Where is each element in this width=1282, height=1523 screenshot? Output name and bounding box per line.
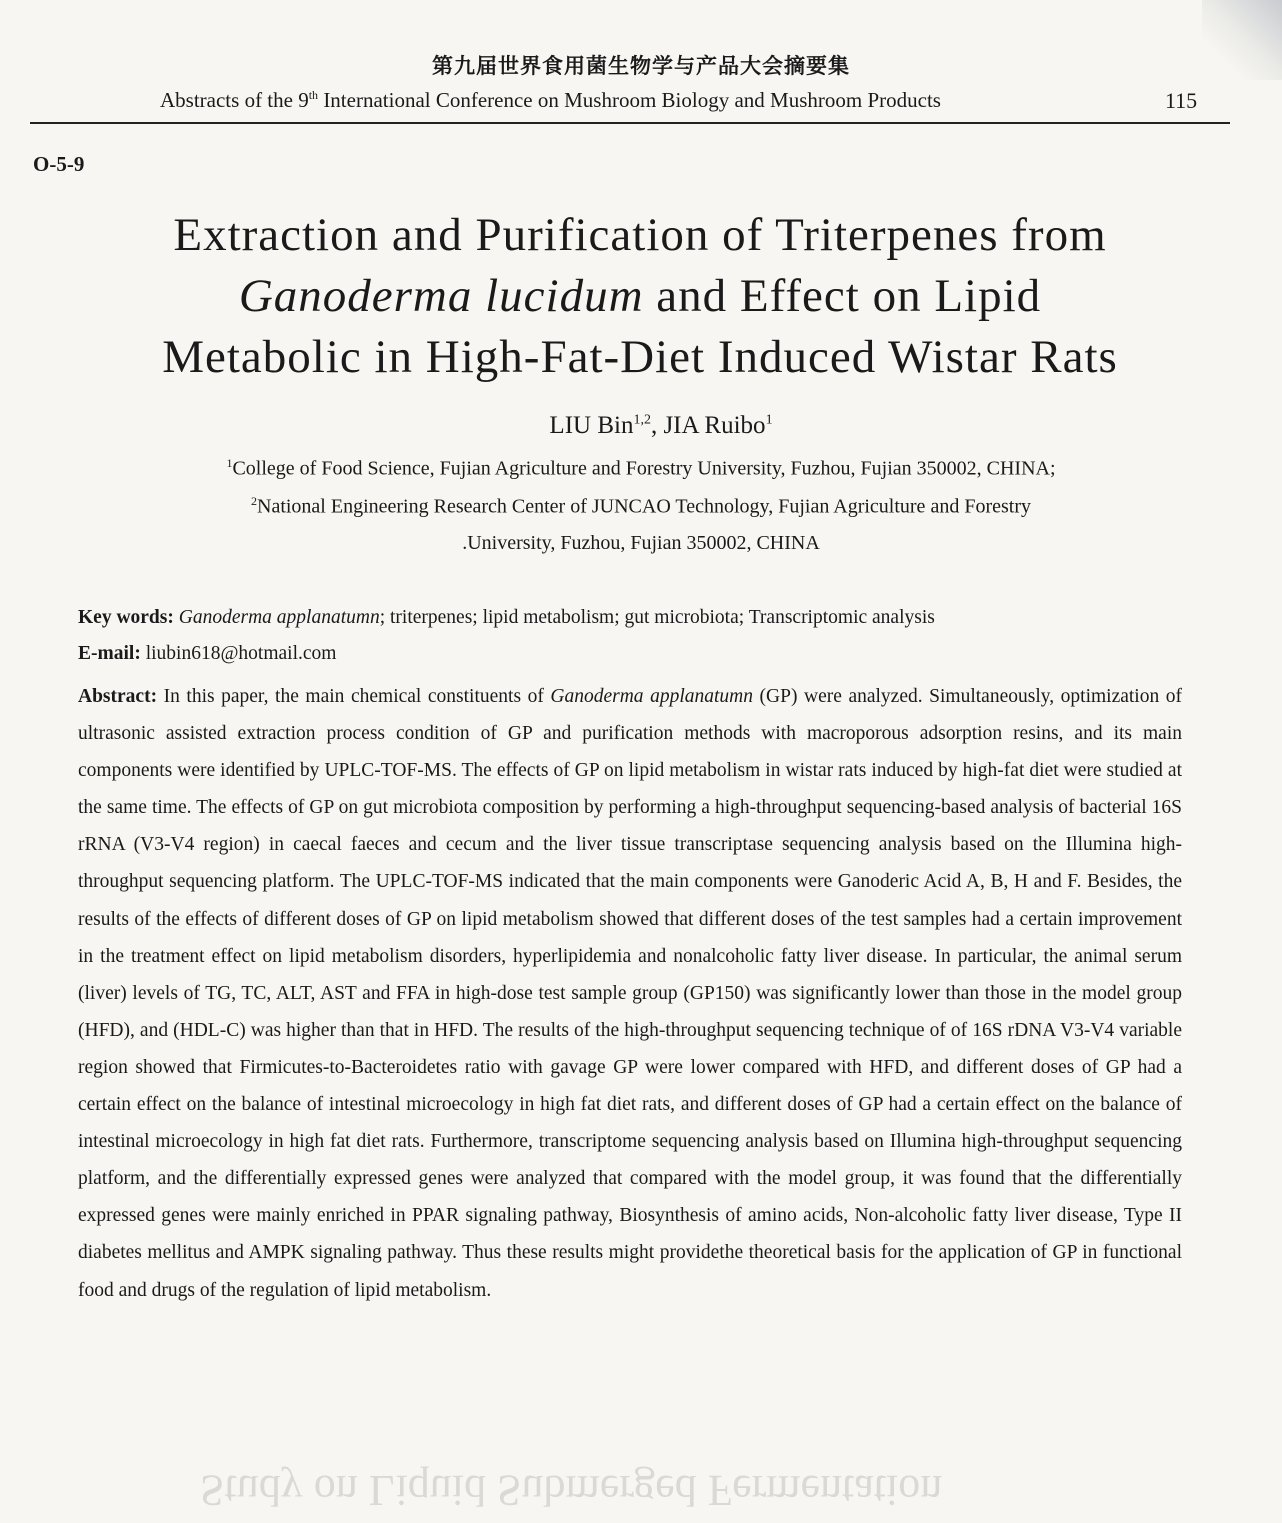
keywords-list: ; triterpenes; lipid metabolism; gut microbiota; Transcriptomic analysis — [379, 607, 935, 628]
keywords-label: Key words: — [78, 607, 174, 628]
affiliation-2-text: National Engineering Research Center of JUNCAO Technology, Fujian Agriculture and Forestry — [257, 495, 1031, 518]
author-2-affiliation: 1 — [765, 412, 773, 428]
email-line — [78, 643, 336, 665]
paper-id: O-5-9 — [33, 152, 85, 176]
affiliation-1-text: College of Food Science, Fujian Agriculture and Forestry University, Fuzhou, Fujian 350002, CHINA; — [232, 457, 1056, 480]
header-superscript: th — [308, 88, 319, 102]
affiliation-2 — [0, 494, 1282, 519]
abstract-text-1: In this paper, the main chemical constituents of — [157, 686, 551, 707]
abstract-label: Abstract: — [78, 686, 158, 707]
header-suffix: International Conference on Mushroom Biology and Mushroom Products — [318, 88, 941, 112]
author-1-affiliation: 1,2 — [633, 412, 651, 428]
title-line-2 — [60, 266, 1220, 327]
abstract-text-2: (GP) were analyzed. Simultaneously, optimization of ultrasonic assisted extraction process condition of GP and purification methods with macroporous adsorption resins, and its main components were identified by UPLC-TOF-MS. The effects of GP on lipid metabolism in wistar rats induced by high-fat diet were studied at the same time. The effects of GP on gut microbiota composition by performing a high-throughput sequencing-based analysis of bacterial 16S rRNA (V3-V4 region) in caecal faeces and cecum and the liver tissue transcriptase sequencing analysis based on the Illumina high-throughput sequencing platform. The UPLC-TOF-MS indicated that the main components were Ganoderic Acid A, B, H and F. Besides, the results of the effects of different doses of GP on lipid metabolism showed that different doses of the test samples had a certain improvement in the treatment effect on lipid metabolism disorders, hyperlipidemia and nonalcoholic fatty liver disease. In particular, the animal serum (liver) levels of TG, TC, ALT, AST and FFA in high-dose test sample group (GP150) was significantly lower than those in the model group (HFD), and (HDL-C) was higher than that in HFD. The results of the high-throughput sequencing technique of of 16S rDNA V3-V4 variable region showed that Firmicutes-to-Bacteroidetes ratio with gavage GP were lower compared with HFD, and different doses of GP had a certain effect on the balance of intestinal microecology in high fat diet rats, and different doses of GP had a certain effect on the balance of intestinal microecology in high fat diet rats. Furthermore, transcriptome sequencing analysis based on Illumina high-throughput sequencing platform, and the differentially expressed genes were analyzed that compared with the model group, it was found that the differentially expressed genes were mainly enriched in PPAR signaling pathway, Biosynthesis of amino acids, Non-alcoholic fatty liver disease, Type II diabetes mellitus and AMPK signaling pathway. Thus these results might providethe theoretical basis for the application of GP in functional food and drugs of the regulation of lipid metabolism. — [78, 686, 1183, 1301]
bleed-through-text: Study on Liquid Submerged Fermentation — [200, 1466, 943, 1515]
title-line-2-rest: and Effect on Lipid — [643, 270, 1042, 322]
abstract — [78, 678, 1182, 1309]
title-line-1: Extraction and Purification of Triterpenes from — [173, 209, 1107, 261]
title-line-3: Metabolic in High-Fat-Diet Induced Wistar Rats — [162, 331, 1118, 383]
email-label: E-mail: — [78, 643, 141, 664]
keywords — [78, 607, 1182, 629]
keyword-species: Ganoderma applanatumn — [178, 607, 380, 628]
affiliation-2-continued: .University, Fuzhou, Fujian 350002, CHINA — [462, 532, 820, 554]
running-header-chinese: 第九届世界食用菌生物学与产品大会摘要集 — [432, 54, 850, 78]
author-separator: , — [650, 412, 664, 439]
affiliation-2-marker: 2 — [251, 494, 257, 508]
email-address: liubin618@hotmail.com — [145, 643, 337, 664]
affiliation-1 — [0, 456, 1282, 481]
running-header-english — [160, 88, 941, 113]
affiliation-1-marker: 1 — [226, 456, 233, 470]
author-list — [0, 412, 1282, 440]
title-species: Ganoderma lucidum — [238, 270, 644, 322]
author-2: JIA Ruibo — [663, 412, 766, 439]
header-rule — [30, 122, 1230, 124]
paper-title — [60, 205, 1220, 388]
author-1: LIU Bin — [549, 412, 634, 439]
page-number: 115 — [1165, 88, 1198, 113]
abstract-species: Ganoderma applanatumn — [550, 686, 754, 707]
header-prefix: Abstracts of the 9 — [160, 88, 309, 112]
